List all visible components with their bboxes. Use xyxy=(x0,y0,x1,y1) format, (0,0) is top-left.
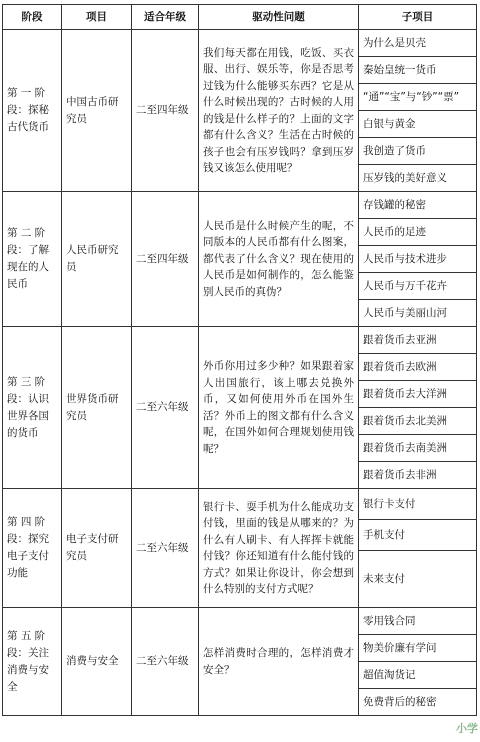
header-sub: 子项目 xyxy=(359,5,477,30)
project-cell: 消费与安全 xyxy=(62,608,132,716)
header-project: 项目 xyxy=(62,5,132,30)
header-grade: 适合年级 xyxy=(132,5,199,30)
sub-item: 手机支付 xyxy=(359,520,477,551)
table-row xyxy=(3,489,477,520)
grade-cell: 二至四年级 xyxy=(132,192,199,327)
project-cell: 电子支付研究员 xyxy=(62,489,132,608)
stage-cell: 第 三 阶段：认识世界各国的货币 xyxy=(3,327,62,489)
watermark-text: 小学 xyxy=(456,722,478,735)
sub-item: 未来支付 xyxy=(359,551,477,608)
sub-item: 跟着货币去大洋洲 xyxy=(359,381,477,408)
sub-item: 人民币与技术进步 xyxy=(359,246,477,273)
stage-cell: 第 二 阶段：了解现在的人民币 xyxy=(3,192,62,327)
sub-item: 秦始皇统一货币 xyxy=(359,57,477,84)
question-cell: 外币你用过多少种？如果跟着家人出国旅行，该上哪去兑换外币，又如何使用外币在国外生活？外币上的图文都有什么含义呢，在国外如何合理规划使用钱呢？ xyxy=(199,327,359,489)
sub-item: 跟着货币去非洲 xyxy=(359,462,477,489)
stage-cell: 第 一 阶段：探秘古代货币 xyxy=(3,30,62,192)
table-row xyxy=(3,327,477,354)
project-cell: 人民币研究员 xyxy=(62,192,132,327)
sub-item: 零用钱合同 xyxy=(359,608,477,635)
sub-item: 人民币与万千花卉 xyxy=(359,273,477,300)
stage-cell: 第 四 阶段：探究电子支付功能 xyxy=(3,489,62,608)
project-cell: 中国古币研究员 xyxy=(62,30,132,192)
sub-item: 跟着货币去南美洲 xyxy=(359,435,477,462)
header-question: 驱动性问题 xyxy=(199,5,359,30)
stage-cell: 第 五 阶段：关注消费与安全 xyxy=(3,608,62,716)
header-stage: 阶段 xyxy=(3,5,62,30)
question-cell: 怎样消费时合理的，怎样消费才安全？ xyxy=(199,608,359,716)
question-cell: 人民币是什么时候产生的呢，不同版本的人民币都有什么图案，都代表了什么含义？现在使用的人民币是如何制作的，怎么能鉴别人民币的真伪？ xyxy=(199,192,359,327)
grade-cell: 二至六年级 xyxy=(132,327,199,489)
question-cell: 银行卡、耍手机为什么能成功支付钱，里面的钱是从哪来的？为什么有人刷卡、有人挥挥卡就能付钱？你还知道有什么能付钱的方式？如果让你设计，你会想到什么特别的支付方式呢？ xyxy=(199,489,359,608)
sub-item: 跟着货币去北美洲 xyxy=(359,408,477,435)
sub-item: “通”“宝”与“钞”“票” xyxy=(359,84,477,111)
sub-item: 跟着货币去欧洲 xyxy=(359,354,477,381)
grade-cell: 二至六年级 xyxy=(132,489,199,608)
curriculum-table xyxy=(2,4,477,716)
sub-item: 跟着货币去亚洲 xyxy=(359,327,477,354)
sub-item: 白银与黄金 xyxy=(359,111,477,138)
table-row xyxy=(3,30,477,57)
sub-item: 超值淘货记 xyxy=(359,662,477,689)
table-row xyxy=(3,192,477,219)
sub-item: 压岁钱的美好意义 xyxy=(359,165,477,192)
question-cell: 我们每天都在用钱，吃饭、买衣服、出行、娱乐等，你是否思考过钱为什么能够买东西？它是从什么时候出现的？古时候的人用的钱是什么样子的？上面的文字都有什么含义？生活在古时候的孩子也会有压岁钱吗？拿到压岁钱又该怎么使用呢？ xyxy=(199,30,359,192)
table-row xyxy=(3,608,477,635)
project-cell: 世界货币研究员 xyxy=(62,327,132,489)
sub-item: 人民币的足迹 xyxy=(359,219,477,246)
grade-cell: 二至六年级 xyxy=(132,608,199,716)
sub-item: 为什么是贝壳 xyxy=(359,30,477,57)
sub-item: 存钱罐的秘密 xyxy=(359,192,477,219)
sub-item: 物美价廉有学问 xyxy=(359,635,477,662)
sub-item: 免费背后的秘密 xyxy=(359,689,477,716)
grade-cell: 二至四年级 xyxy=(132,30,199,192)
sub-item: 人民币与美丽山河 xyxy=(359,300,477,327)
sub-item: 银行卡支付 xyxy=(359,489,477,520)
sub-item: 我创造了货币 xyxy=(359,138,477,165)
header-row xyxy=(3,5,477,30)
